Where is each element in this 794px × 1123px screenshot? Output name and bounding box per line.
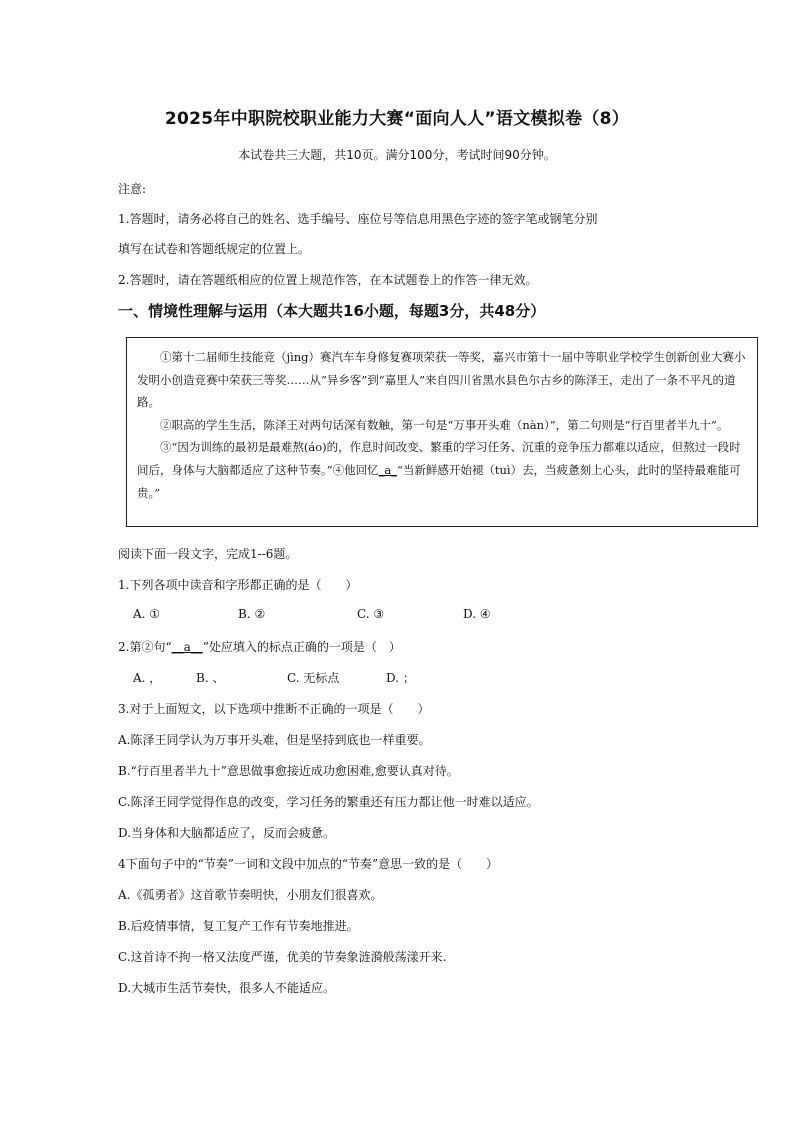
passage-paragraph-1: ①第十二届师生技能竞（jìng）赛汽车车身修复赛项荣获一等奖，嘉兴市第十一届中等职业学校学生创新创业大赛小发明小创造竞赛中荣获三等奖……从“异乡客”到“嘉里人”来自四川省黑水县色尔古乡的陈泽王，走出了一条不平凡的道路。	[137, 350, 746, 410]
question-3-option-c: C.陈泽王同学觉得作息的改变，学习任务的繁重还有压力都让他一时难以适应。	[118, 795, 539, 809]
passage-p3-text: ③“因为训练的最初是最难熬(áo)的，作息时间改变、繁重的学习任务、沉重的竞争压力都难以适应，但熬过一段时间后，身体与大脑都适应了这种节奏。”④他回忆	[137, 440, 741, 477]
question-4-stem: 4下面句子中的“节奏”一词和文段中加点的“节奏”意思一致的是（ ）	[118, 857, 499, 871]
question-2-blank: __a__	[171, 640, 203, 654]
passage-blank: _a_	[378, 462, 397, 477]
question-1-stem: 1.下列各项中读音和字形都正确的是（ ）	[118, 578, 358, 592]
question-3-option-b: B.“行百里者半九十”意思做事愈接近成功愈困难,愈要认真对待。	[118, 764, 459, 778]
question-4-option-a: A.《孤勇者》这首歌节奏明快，小朋友们很喜欢。	[118, 888, 383, 902]
notes-label: 注意:	[118, 182, 147, 196]
passage-paragraph-3	[137, 436, 747, 504]
question-3-option-d: D.当身体和大脑都适应了，反而会疲惫。	[118, 826, 336, 840]
question-4-option-c: C.这首诗不拘一格又法度严谨，优美的节奏象涟漪般荡漾开来.	[118, 950, 447, 964]
question-2-stem-end: ”处应填入的标点正确的一项是（ ）	[202, 640, 401, 654]
question-2-option-c: C. 无标点	[287, 671, 340, 685]
question-3-stem: 3.对于上面短文，以下选项中推断不正确的一项是（ ）	[118, 702, 430, 716]
question-1-option-a: A. ①	[133, 607, 161, 621]
question-2-stem	[118, 638, 401, 655]
question-2-option-a: A. ，	[133, 671, 162, 685]
question-1-option-b: B. ②	[238, 607, 266, 621]
reading-instruction: 阅读下面一段文字，完成1--6题。	[118, 547, 298, 561]
question-1-option-c: C. ③	[357, 607, 385, 621]
note-item-1-line-1: 1.答题时，请务必将自己的姓名、选手编号、座位号等信息用黑色字迹的签字笔或钢笔分别	[118, 212, 598, 226]
note-item-1-line-2: 填写在试卷和答题纸规定的位置上。	[118, 242, 311, 256]
question-2-option-d: D. ；	[386, 671, 415, 685]
question-1-option-d: D. ④	[463, 607, 491, 621]
passage-p3-text-end: “当新鲜感开始褪（tuì）去，当疲惫刻上心头，此时的坚持最难能可贵。”	[137, 462, 741, 500]
exam-subtitle: 本试卷共三大题，共10页。满分100分，考试时间90分钟。	[238, 148, 556, 162]
question-3-option-a: A.陈泽王同学认为万事开头难，但是坚持到底也一样重要。	[118, 733, 431, 747]
exam-title: 2025年中职院校职业能力大赛“面向人人”语文模拟卷（8）	[164, 109, 630, 129]
passage-paragraph-2: ②职高的学生生活，陈泽王对两句话深有数触，第一句是“万事开头难（nàn）”，第二句则是“行百里者半九十”。	[160, 417, 729, 432]
note-item-2: 2.答题时，请在答题纸相应的位置上规范作答，在本试题卷上的作答一律无效。	[118, 273, 538, 287]
passage-box	[126, 337, 758, 527]
question-4-option-d: D.大城市生活节奏快，很多人不能适应。	[118, 981, 336, 995]
question-2-stem-start: 2.第②句“	[118, 640, 172, 654]
question-2-option-b: B. 、	[196, 671, 225, 685]
section-heading: 一、情境性理解与运用（本大题共16小题，每题3分，共48分）	[118, 302, 546, 320]
question-4-option-b: B.后疫情事情，复工复产工作有节奏地推进。	[118, 919, 359, 933]
